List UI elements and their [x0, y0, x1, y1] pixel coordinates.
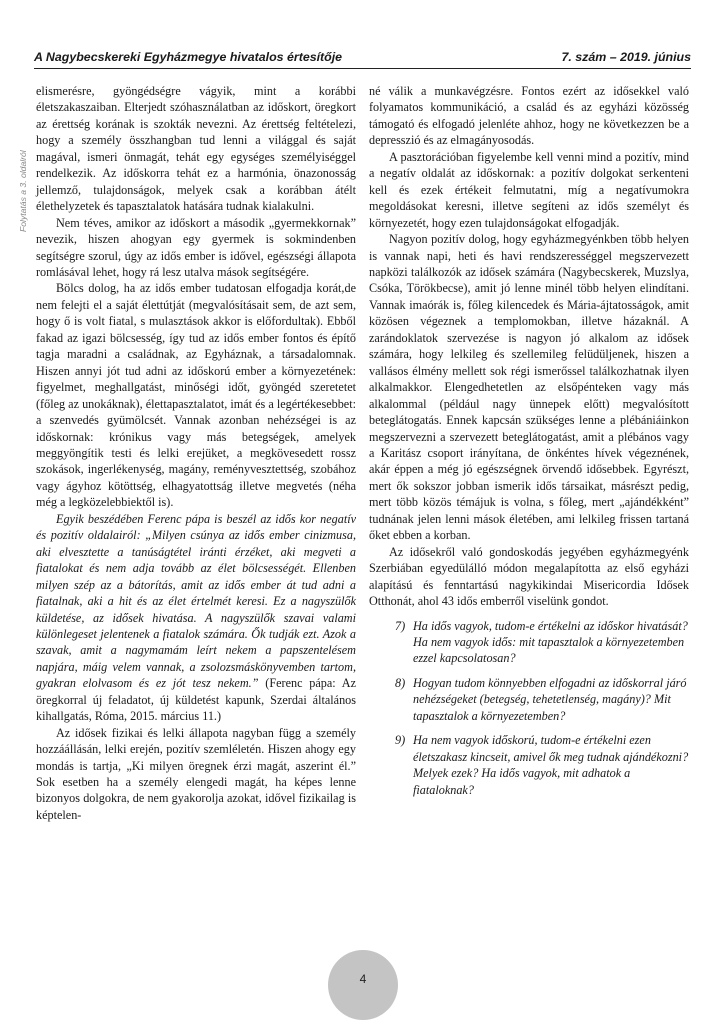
list-item [369, 618, 689, 667]
paragraph: Bölcs dolog, ha az idős ember tudatosan elfogadja korát,de nem felejti el a saját élettútját (megvalósításait sem, de azt sem, hogy ő is volt fiatal, s mulasztások akkor is előfordultak). Ebből fakad az igazi bölcsesség, így tud az idős ember fontos és építő tagja maradni a családnak, az Egyháznak, a társadalomnak. Hiszen annyi jót tud adni az időskorú ember a környezetének: figyelmet, meghallgatást, minőségi időt, gyöngéd szeretetet (főleg az unokáknak), élettapasztalatot, imát és a legértékesebbet: a szenvedés gyümölcsét. Vannak azonban nehézségei is az időskornak: krónikus vagy más betegségek, amelyek meggyöngítik testi és lelki erejüket, a megkövesedett rossz szokások, ingerlékenység, magány, reményvesztettség, szobához vagy ágyhoz kötöttség, elhagyatottság illetve megvetés (néha még a legközelebbiektől is). [36, 281, 356, 510]
paragraph: elismerésre, gyöngédségre vágyik, mint a korábbi életszakaszaiban. Elterjedt szóhasználatban az időskort, öregkort az érettség korának is szokták nevezni. Az érettség feltételezi, hogy a személy összhangban tud lenni a világgal és saját magával, ismeri önmagát, tehát egy egységes személyiséggel rendelkezik. Az időskorra tehát ez a harmónia, önazonosság jellemző, tulajdonságok, melyek csak a korábban átélt élethelyzetek és tapasztalatok hatására tudnak kialakulni. [36, 84, 356, 214]
quote-reference: (Ferenc pápa: Az öregkorral új feladatot, új küldetést kapunk, Szerdai általános kihallgatás, Róma, 2015. március 11.) [36, 676, 356, 724]
quote-paragraph [36, 511, 356, 725]
paragraph: Nem téves, amikor az időskort a második „gyermekkornak” nevezik, hiszen ahogyan egy gyermek is sokmindenben segítségre szorul, úgy az idős ember is idővel, egészségi állapota romlásával lehet, hogy rá lesz utalva mások segítségére. [36, 215, 356, 279]
paragraph: Nagyon pozitív dolog, hogy egyházmegyénkben több helyen is vannak napi, heti és havi rendszerességgel megszervezett napközi találkozók az idősek számára (Nagybecskerek, Muzslya, Csóka, Törökbecse), amit jó lenne minél több helyen elindítani. Vannak imaórák is, főleg kilencedek és Mária-ájtatosságok, amit közösen végeznek a templomokban, illetve házaknál. A zarándoklatok szervezése is nagyon jó alkalom az idősek számára, hogy lelkileg és szellemileg felüdüljenek, hiszen a vallásos élmény mellett sok régi ismerőssel találkozhatnak ilyen alkalmakkor. Elengedhetetlen az elsőpénteken vagy más alkalommal (például nagy ünnepek előtt) megvalósított beteglátogatás. Ennek kapcsán szükséges lenne a plébániáinkon megszervezni a szervezett beteglátogatást, amit a plébános vagy a Karitász csoport irányítana, de önkéntes hívek végeznének, akár éppen a még jó egészségnek örvendő idősebbek. Egyrészt, mert ők sokszor jobban ismerik idős társaikat, másrészt pedig, mert több közös témájuk is volna, s főleg, mert „ajándékként” tudnának jelen lenni mások életében, ami lelkileg frissen tartaná őket ebben a korban. [369, 232, 689, 543]
paragraph: Az idősek fizikai és lelki állapota nagyban függ a személy hozzáállásán, lelki erején, pozitív szemléletén. Hiszen ahogy egy mondás is tartja, „Ki milyen öregnek érzi magát, aszerint él.” Sok esetben ha a személy elengedi magát, ha képes lenne bizonyos dolgokra, de nem gyakorolja azokat, idővel fizikailag is képtelen- [36, 725, 356, 822]
list-item [369, 675, 689, 724]
continuation-note-text: Folytatás a 3. oldalról [18, 150, 28, 232]
question-text: Hogyan tudom könnyebben elfogadni az időskorral járó nehézségeket (betegség, tehetetlenség, magány)? Mit tapasztalok a környezetemben? [413, 675, 687, 723]
list-item [369, 732, 689, 798]
question-number: 7) [395, 618, 406, 633]
question-number: 8) [395, 675, 406, 690]
page-number-badge [328, 950, 398, 1020]
header-rule [34, 68, 691, 69]
continuation-note [18, 92, 30, 232]
left-column [36, 83, 356, 823]
paragraph: né válik a munkavégzésre. Fontos ezért az idősekkel való folyamatos kommunikáció, a család és az egyházi közösség támogató és elfogadó jelenléte ahhoz, hogy ne következzen be a depresszió és az elmagányosodás. [369, 84, 689, 148]
question-text: Ha nem vagyok időskorú, tudom-e értékelni ezen életszakasz kincseit, amivel ők meg tudnak ajándékozni? Melyek ezek? Ha idős vagyok, mit adhatok a fiataloknak? [413, 733, 689, 797]
reflection-questions [369, 618, 689, 799]
pope-quote: Egyik beszédében Ferenc pápa is beszél az idős kor negatív és pozitív oldalairól: „Milyen csúnya az idős ember cinizmusa, aki elvesztette a tanúságtétel iránti érzéket, aki megveti a fiatalokat és nem adja tovább az élet bölcsességét. Ellenben milyen szép az a bátorítás, amit az idős ember át tud adni a fiatalnak, aki a hit és az élet értelmét keresi. Ez a nagyszülők küldetése, az idősek hivatása. A nagyszülők szavai valami különlegeset jelentenek a fiatalok számára. Ők tudják ezt. Azok a szavak, amit a nagymamám leírt nekem a papszentelésem napjára, máig velem vannak, a zsolozsmáskönyvemben tartom, gyakran elolvasom és ez jót tesz nekem.” [36, 511, 356, 691]
publication-title: A Nagybecskereki Egyházmegye hivatalos értesítője [34, 50, 343, 64]
paragraph: Az idősekről való gondoskodás jegyében egyházmegyénk Szerbiában egyedülálló módon megalapította az első egyházi alapítású és fenntartású nagykikindai Misericordia Idősek Otthonát, ahol 43 idős emberről viselünk gondot. [369, 544, 689, 609]
page-number: 4 [359, 972, 367, 986]
right-column [369, 83, 689, 806]
question-text: Ha idős vagyok, tudom-e értékelni az időskor hivatását? Ha nem vagyok idős: mit tapasztalok a környezetemben ezzel kapcsolatosan? [413, 618, 688, 666]
issue-info: 7. szám – 2019. június [561, 50, 691, 64]
question-number: 9) [395, 733, 406, 748]
paragraph: A pasztorációban figyelembe kell venni mind a pozitív, mind a negatív oldalát az időskornak: a pozitív dolgokat serkenteni kell és ezek értékeit felmutatni, míg a negatívumokra megoldásokat keresni, illetve segíteni az idős személyt és környezetét, hogy ezen tulajdonságokat elfogadják. [369, 149, 689, 230]
page-header [34, 50, 691, 68]
